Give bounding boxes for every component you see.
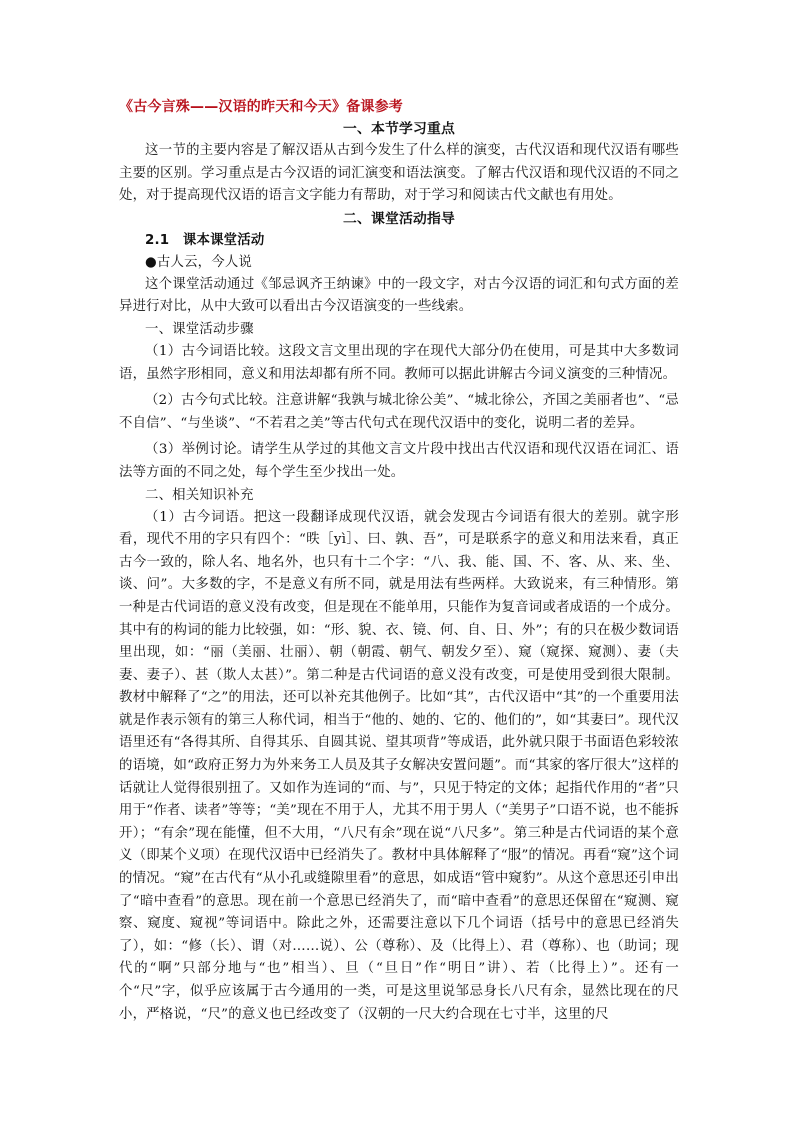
document-title: 《古今言殊——汉语的昨天和今天》备课参考 [119, 99, 403, 115]
subsection-heading-2-1: 2.1 课本课堂活动 [145, 232, 265, 248]
steps-heading: 一、课堂活动步骤 [145, 321, 254, 337]
step-1-paragraph: （1）古今词语比较。这段文言文里出现的字在现代大部分仍在使用，可是其中大多数词语，虽然字形相同，意义和用法却都有所不同。教师可以据此讲解古今词义演变的三种情况。 [119, 343, 679, 382]
section-heading-study-focus: 一、本节学习重点 [343, 121, 455, 137]
study-focus-paragraph: 这一节的主要内容是了解汉语从古到今发生了什么样的演变，古代汉语和现代汉语有哪些主要的区别。学习重点是古今汉语的词汇演变和语法演变。了解古代汉语和现代汉语的不同之处，对于提高现代汉语的语言文字能力有帮助，对于学习和阅读古代文献也有用处。 [119, 143, 679, 204]
knowledge-paragraph: （1）古今词语。把这一段翻译成现代汉语，就会发现古今词语有很大的差别。就字形看，现代不用的字只有四个：“昳［yì］、曰、孰、吾”，可是联系字的意义和用法来看，真正古今一致的，除人名、地名外，也只有十二个字：“八、我、能、国、不、客、从、来、坐、谈、问”。大多数的字，不是意义有所不同，就是用法有些两样。大致说来，有三种情形。第一种是古代词语的意义没有改变，但是现在不能单用，只能作为复音词或者成语的一个成分。其中有的构词的能力比较强，如：“形、貌、衣、镜、何、自、日、外”；有的只在极少数词语里出现，如：“丽（美丽、壮丽）、朝（朝霞、朝气、朝发夕至）、窥（窥探、窥测）、妻（夫妻、妻子）、甚（欺人太甚）”。第二种是古代词语的意义没有改变，可是使用受到很大限制。教材中解释了“之”的用法，还可以补充其他例子。比如“其”，古代汉语中“其”的一个重要用法就是作表示领有的第三人称代词，相当于“他的、她的、它的、他们的”，如“其妻曰”。现代汉语里还有“各得其所、自得其乐、自圆其说、望其项背”等成语，此外就只限于书面语色彩较浓的语境，如“政府正努力为外来务工人员及其子女解决安置问题”。而“其家的客厅很大”这样的话就让人觉得很别扭了。又如作为连词的“而、与”，只见于特定的文体；起指代作用的“者”只用于“作者、读者”等等；“美”现在不用于人，尤其不用于男人（“美男子”口语不说，也不能拆开）；“有余”现在能懂，但不大用，“八尺有余”现在说“八尺多”。第三种是古代词语的某个意义（即某个义项）在现代汉语中已经消失了。教材中具体解释了“服”的情况。再看“窥”这个词的情况。“窥”在古代有“从小孔或缝隙里看”的意思，如成语“管中窥豹”。从这个意思还引申出了“暗中查看”的意思。现在前一个意思已经消失了，而“暗中查看”的意思还保留在“窥测、窥察、窥度、窥视”等词语中。除此之外，还需要注意以下几个词语（括号中的意思已经消失了），如：“修（长）、谓（对……说）、公（尊称）、及（比得上）、君（尊称）、也（助词；现代的“啊”只部分地与“也”相当）、旦（“旦日”作“明日”讲）、若（比得上）”。还有一个“尺”字，似乎应该属于古今通用的一类，可是这里说邹忌身长八尺有余，显然比现在的尺小，严格说，“尺”的意义也已经改变了（汉朝的一尺大约合现在七寸半，这里的尺 [119, 509, 679, 1022]
intro-paragraph: 这个课堂活动通过《邹忌讽齐王纳谏》中的一段文字，对古今汉语的词汇和句式方面的差异进行对比，从中大致可以看出古今汉语演变的一些线索。 [119, 276, 679, 315]
document-page [119, 96, 679, 1026]
knowledge-heading: 二、相关知识补充 [145, 487, 254, 503]
section-heading-activity-guide: 二、课堂活动指导 [343, 210, 455, 227]
step-3-paragraph: （3）举例讨论。请学生从学过的其他文言文片段中找出古代汉语和现代汉语在词汇、语法等方面的不同之处，每个学生至少找出一处。 [119, 442, 679, 480]
step-2-paragraph: （2）古今句式比较。注意讲解“我孰与城北徐公美”、“城北徐公，齐国之美丽者也”、“忌不自信”、“与坐谈”、“不若君之美”等古代句式在现代汉语中的变化，说明二者的差异。 [119, 393, 679, 431]
bullet-item-ancient-modern: ●古人云，今人说 [145, 254, 253, 270]
